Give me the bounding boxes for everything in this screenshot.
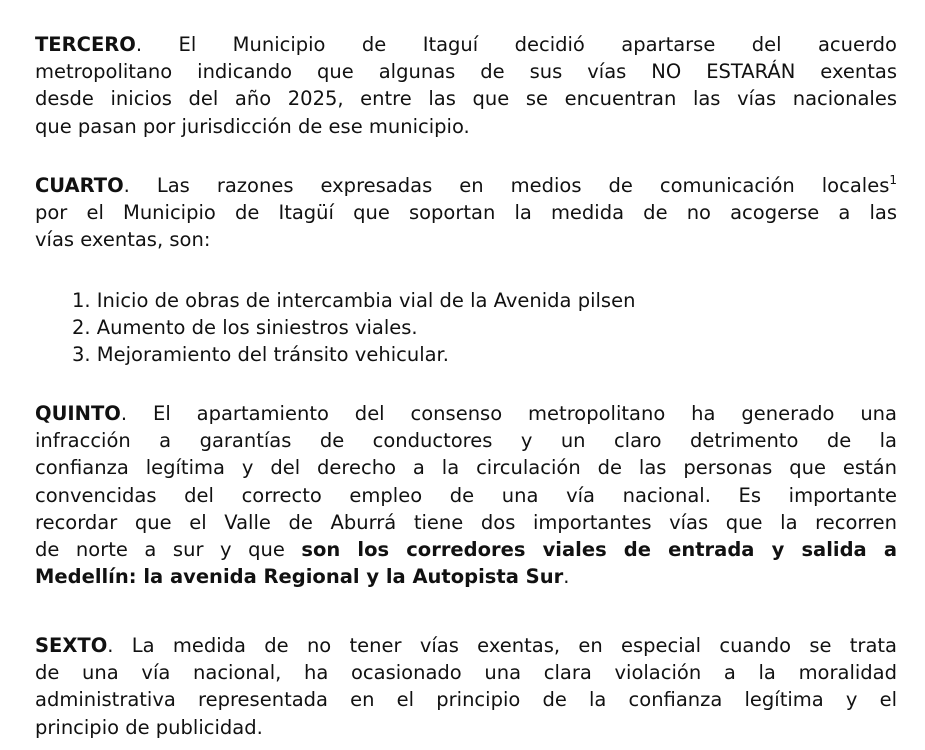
bold-text: QUINTO — [35, 402, 121, 425]
bold-text: CUARTO — [35, 174, 124, 197]
text-line — [35, 482, 897, 509]
list-item: 1. Inicio de obras de intercambia vial de la Avenida pilsen — [72, 289, 636, 312]
text-line — [35, 199, 897, 226]
text-line — [35, 509, 897, 536]
text-line — [35, 427, 897, 454]
text: infracción a garantías de conductores y un claro detrimento de la — [35, 429, 897, 453]
text: administrativa representada en el principio de la confianza legítima y el — [35, 688, 897, 712]
text: confianza legítima y del derecho a la circulación de las personas que están — [35, 456, 897, 480]
paragraph-cuarto — [35, 172, 897, 254]
footnote-ref: 1 — [889, 173, 897, 187]
list-item: 2. Aumento de los siniestros viales. — [72, 316, 418, 340]
text: por el Municipio de Itagüí que soportan la medida de no acogerse a las — [35, 201, 897, 225]
bold-text: son los corredores viales de entrada y salida a — [301, 537, 897, 561]
text-line — [35, 659, 897, 686]
text-line — [35, 31, 897, 58]
text: vías exentas, son: — [35, 228, 211, 252]
text-line — [35, 563, 897, 590]
text-line — [35, 536, 897, 563]
text: de norte a sur y que — [35, 537, 302, 561]
text: desde inicios del año 2025, entre las que se encuentran las vías nacionales — [35, 87, 897, 111]
paragraph-quinto — [35, 400, 897, 590]
text-line — [35, 632, 897, 659]
text-line — [35, 686, 897, 713]
bold-text: Medellín: la avenida Regional y la Autopista Sur — [35, 565, 564, 589]
text-line — [35, 85, 897, 112]
paragraph-tercero — [35, 31, 897, 140]
text: recordar que el Valle de Aburrá tiene dos importantes vías que la recorren — [35, 510, 897, 534]
text-line — [35, 58, 897, 85]
text: . La medida de no tener vías exentas, en especial cuando se trata — [107, 634, 897, 657]
text: principio de publicidad. — [35, 715, 263, 739]
text: . Las razones expresadas en medios de comunicación locales — [123, 174, 890, 197]
text: de una vía nacional, ha ocasionado una clara violación a la moralidad — [35, 661, 897, 685]
text-line — [35, 454, 897, 481]
list-item: 3. Mejoramiento del tránsito vehicular. — [72, 343, 449, 367]
paragraph-sexto — [35, 632, 897, 741]
text-line — [35, 172, 897, 199]
text-line — [35, 400, 897, 427]
text: que pasan por jurisdicción de ese municipio. — [35, 114, 470, 138]
text-line — [35, 113, 897, 140]
text-line — [35, 226, 897, 253]
bold-text: SEXTO — [35, 634, 108, 657]
text: convencidas del correcto empleo de una vía nacional. Es importante — [35, 483, 897, 507]
bold-text: TERCERO — [35, 33, 136, 56]
reasons-list — [72, 287, 872, 369]
text: metropolitano indicando que algunas de sus vías NO ESTARÁN exentas — [35, 60, 897, 84]
text: . El apartamiento del consenso metropolitano ha generado una — [120, 402, 897, 425]
text-line — [35, 714, 897, 741]
text: . — [563, 565, 570, 589]
text: . El Municipio de Itaguí decidió apartarse del acuerdo — [135, 33, 897, 56]
